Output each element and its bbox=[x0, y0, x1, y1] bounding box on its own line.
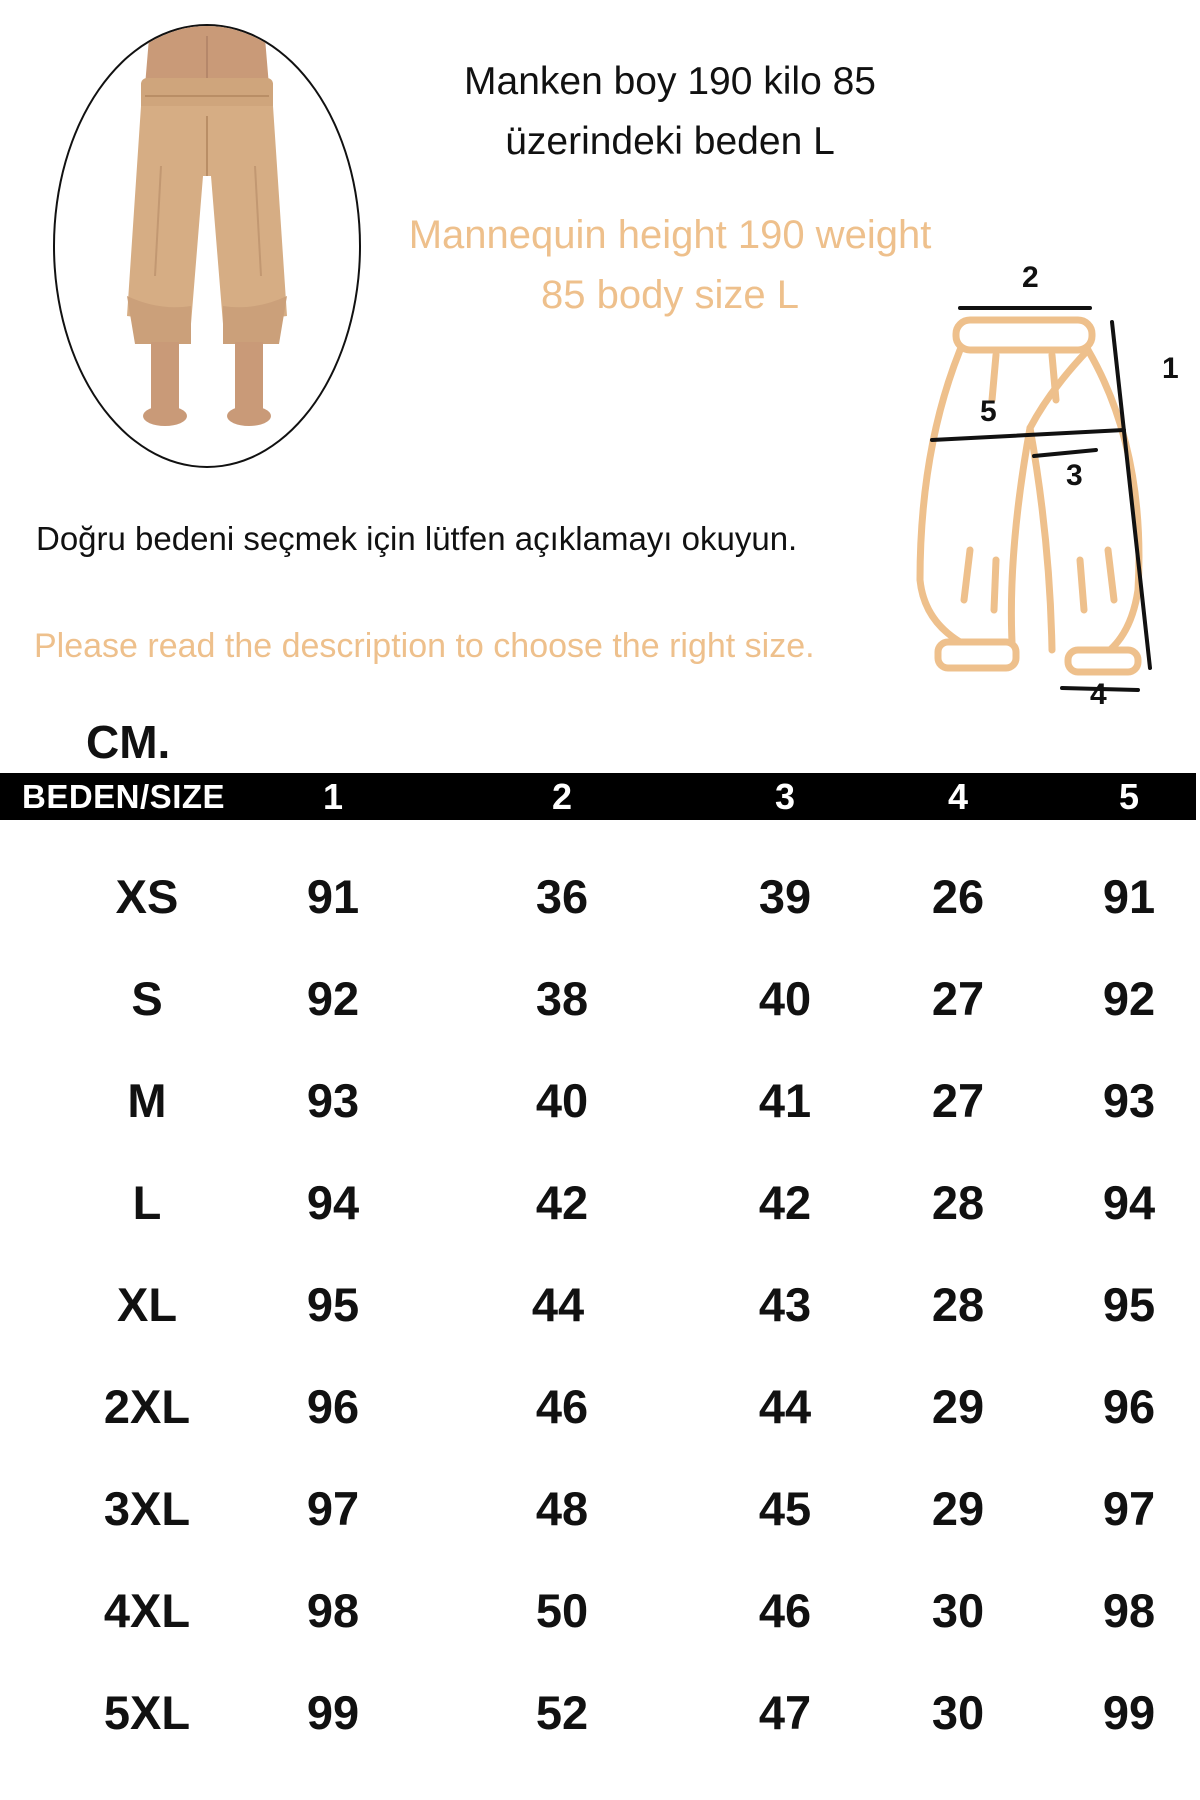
value-cell: 99 bbox=[306, 1686, 360, 1739]
model-info-tr-line2: üzerindeki beden L bbox=[505, 120, 835, 163]
column-header-2: 2 bbox=[551, 776, 573, 817]
value-cell: 46 bbox=[758, 1584, 812, 1637]
value-cell: 28 bbox=[931, 1278, 985, 1331]
value-cell: 48 bbox=[535, 1482, 589, 1535]
value-cell: 45 bbox=[758, 1482, 812, 1535]
description-tr: Doğru bedeni seçmek için lütfen açıklamayı okuyun. bbox=[36, 520, 798, 557]
value-cell: 97 bbox=[306, 1482, 360, 1535]
table-row bbox=[0, 846, 1200, 948]
table-row bbox=[0, 1662, 1200, 1764]
size-cell: XS bbox=[115, 870, 179, 923]
value-cell: 29 bbox=[931, 1482, 985, 1535]
value-cell: 50 bbox=[535, 1584, 589, 1637]
unit-label: CM. bbox=[86, 716, 171, 768]
value-cell: 39 bbox=[758, 870, 812, 923]
value-cell: 28 bbox=[931, 1176, 985, 1229]
value-cell: 46 bbox=[535, 1380, 589, 1433]
value-cell: 93 bbox=[1102, 1074, 1156, 1127]
diagram-label-4: 4 bbox=[1090, 678, 1107, 711]
measurement-diagram bbox=[900, 250, 1190, 720]
table-row bbox=[0, 1254, 1200, 1356]
model-info-en-line2: 85 body size L bbox=[541, 273, 799, 317]
value-cell: 36 bbox=[535, 870, 589, 923]
value-cell: 42 bbox=[758, 1176, 812, 1229]
value-cell: 30 bbox=[931, 1584, 985, 1637]
value-cell: 44 bbox=[531, 1278, 585, 1331]
value-cell: 94 bbox=[1102, 1176, 1156, 1229]
value-cell: 92 bbox=[1102, 972, 1156, 1025]
size-cell: S bbox=[131, 972, 163, 1025]
size-cell: 3XL bbox=[103, 1482, 191, 1535]
value-cell: 93 bbox=[306, 1074, 360, 1127]
value-cell: 44 bbox=[758, 1380, 812, 1433]
column-header-1: 1 bbox=[322, 776, 344, 817]
size-table-body bbox=[0, 846, 1200, 1764]
value-cell: 96 bbox=[1102, 1380, 1156, 1433]
column-header-4: 4 bbox=[947, 776, 969, 817]
diagram-label-1: 1 bbox=[1162, 352, 1179, 385]
table-row bbox=[0, 1458, 1200, 1560]
pants-outline-icon bbox=[920, 320, 1139, 672]
model-pants-illustration bbox=[55, 26, 359, 466]
size-cell: 4XL bbox=[103, 1584, 191, 1637]
value-cell: 97 bbox=[1102, 1482, 1156, 1535]
table-row bbox=[0, 1356, 1200, 1458]
column-header-5: 5 bbox=[1118, 776, 1140, 817]
value-cell: 43 bbox=[758, 1278, 812, 1331]
value-cell: 40 bbox=[758, 972, 812, 1025]
model-info-tr-line1: Manken boy 190 kilo 85 bbox=[464, 60, 876, 103]
value-cell: 47 bbox=[758, 1686, 812, 1739]
value-cell: 91 bbox=[306, 870, 360, 923]
value-cell: 99 bbox=[1102, 1686, 1156, 1739]
table-row bbox=[0, 1560, 1200, 1662]
value-cell: 40 bbox=[535, 1074, 589, 1127]
value-cell: 29 bbox=[931, 1380, 985, 1433]
value-cell: 96 bbox=[306, 1380, 360, 1433]
column-header-3: 3 bbox=[774, 776, 796, 817]
value-cell: 27 bbox=[931, 1074, 985, 1127]
value-cell: 30 bbox=[931, 1686, 985, 1739]
description-en: Please read the description to choose the right size. bbox=[34, 627, 815, 665]
diagram-label-3: 3 bbox=[1066, 459, 1083, 492]
value-cell: 92 bbox=[306, 972, 360, 1025]
value-cell: 98 bbox=[306, 1584, 360, 1637]
table-row bbox=[0, 948, 1200, 1050]
diagram-label-2: 2 bbox=[1022, 261, 1039, 294]
size-cell: L bbox=[132, 1176, 162, 1229]
value-cell: 26 bbox=[931, 870, 985, 923]
size-cell: XL bbox=[116, 1278, 178, 1331]
value-cell: 41 bbox=[758, 1074, 812, 1127]
value-cell: 94 bbox=[306, 1176, 360, 1229]
model-info-tr bbox=[380, 52, 960, 172]
size-cell: 5XL bbox=[103, 1686, 191, 1739]
size-column-header: BEDEN/SIZE bbox=[22, 778, 226, 815]
table-row bbox=[0, 1152, 1200, 1254]
table-row bbox=[0, 1050, 1200, 1152]
value-cell: 91 bbox=[1102, 870, 1156, 923]
value-cell: 95 bbox=[306, 1278, 360, 1331]
size-cell: M bbox=[127, 1074, 167, 1127]
size-table-header bbox=[0, 773, 1196, 820]
value-cell: 98 bbox=[1102, 1584, 1156, 1637]
value-cell: 27 bbox=[931, 972, 985, 1025]
value-cell: 52 bbox=[535, 1686, 589, 1739]
diagram-label-5: 5 bbox=[980, 395, 997, 428]
value-cell: 95 bbox=[1102, 1278, 1156, 1331]
model-info-en-line1: Mannequin height 190 weight bbox=[408, 213, 932, 257]
value-cell: 42 bbox=[535, 1176, 589, 1229]
value-cell: 38 bbox=[535, 972, 589, 1025]
size-cell: 2XL bbox=[103, 1380, 191, 1433]
model-info-en bbox=[370, 205, 970, 325]
model-photo bbox=[53, 24, 361, 468]
